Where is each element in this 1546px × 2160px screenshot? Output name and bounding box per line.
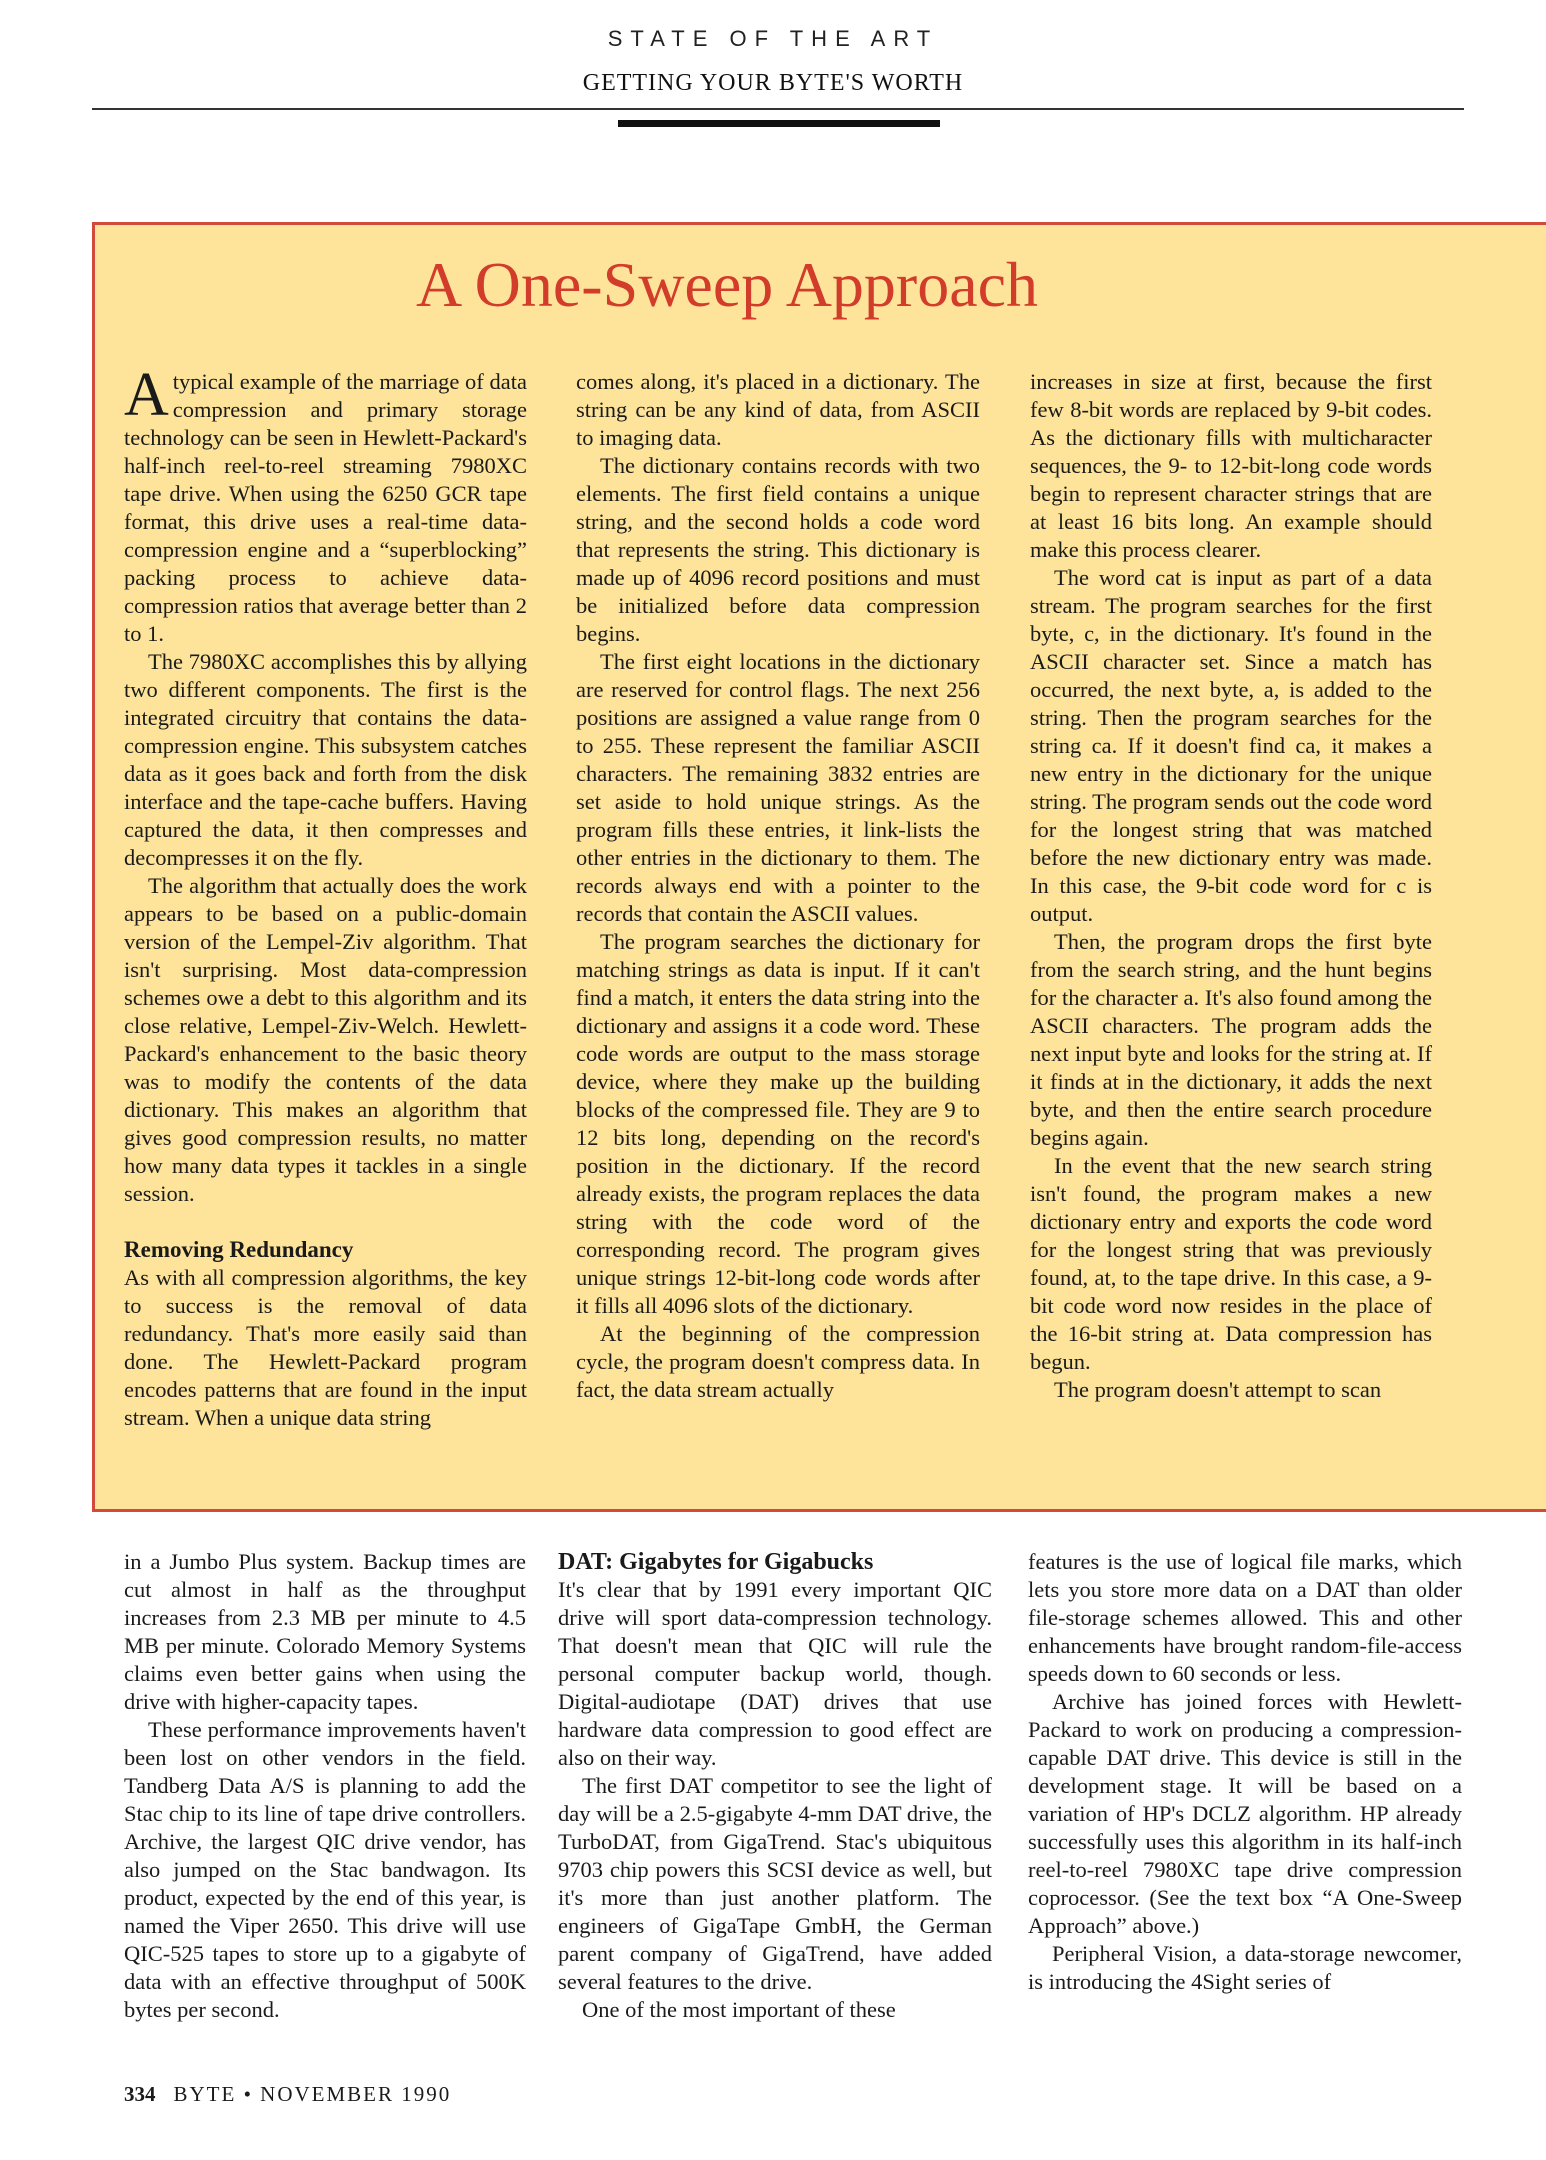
subheading-dat-gigabytes: DAT: Gigabytes for Gigabucks [558, 1549, 874, 1575]
sidebar-column-1 [124, 368, 527, 1488]
paragraph: comes along, it's placed in a dictionary. The string can be any kind of data, from ASCII to imaging data. [576, 369, 980, 450]
paragraph: Then, the program drops the first byte from the search string, and the hunt begins for the character a. It's also found among the ASCII characters. The program adds the next input byte and looks for the string at. If it finds at in the dictionary, it adds the next byte, and then the entire search procedure begins again. [1030, 929, 1432, 1150]
paragraph: The program searches the dictionary for matching strings as data is input. If it can't find a match, it enters the data string into the dictionary and assigns it a code word. These code words are output to the mass storage device, where they make up the building blocks of the compressed file. They are 9 to 12 bits long, depending on the record's position in the dictionary. If the record already exists, the program replaces the data string with the code word of the corresponding record. The program gives unique strings 12-bit-long code words after it fills all 4096 slots of the dictionary. [576, 929, 980, 1318]
paragraph: The first eight locations in the dictionary are reserved for control flags. The next 256 positions are assigned a value range from 0 to 255. These represent the familiar ASCII characters. The remaining 3832 entries are set aside to hold unique strings. As the program fills these entries, it link-lists the other entries in the dictionary to them. The records always end with a pointer to the records that contain the ASCII values. [576, 649, 980, 926]
paragraph: In the event that the new search string isn't found, the program makes a new dictionary entry and exports the code word for the longest string that was previously found, at, to the tape drive. In this case, a 9-bit code word now resides in the place of the 16-bit string at. Data compression has begun. [1030, 1153, 1432, 1374]
page-footer [124, 2082, 451, 2107]
paragraph: One of the most important of these [582, 1997, 896, 2022]
paragraph: The program doesn't attempt to scan [1054, 1377, 1382, 1402]
paragraph: At the beginning of the compression cycle, the program doesn't compress data. In fact, the data stream actually [576, 1321, 980, 1402]
paragraph: The dictionary contains records with two elements. The first field contains a unique string, and the second holds a code word that represents the string. This dictionary is made up of 4096 record positions and must be initialized before data compression begins. [576, 453, 980, 646]
paragraph: The word cat is input as part of a data stream. The program searches for the first byte, c, in the dictionary. It's found in the ASCII character set. Since a match has occurred, the next byte, a, is added to the string. Then the program searches for the string ca. If it doesn't find ca, it makes a new entry in the dictionary for the unique string. The program sends out the code word for the longest string that was matched before the new dictionary entry was made. In this case, the 9-bit code word for c is output. [1030, 565, 1432, 926]
paragraph: in a Jumbo Plus system. Backup times are cut almost in half as the throughput increases from 2.3 MB per minute to 4.5 MB per minute. Colorado Memory Systems claims even better gains when using the drive with higher-capacity tapes. [124, 1549, 526, 1714]
paragraph: Peripheral Vision, a data-storage newcomer, is introducing the 4Sight series of [1028, 1941, 1462, 1994]
magazine-issue: BYTE • NOVEMBER 1990 [173, 2082, 452, 2106]
page-number: 334 [124, 2082, 156, 2106]
paragraph: The first DAT competitor to see the light of day will be a 2.5-gigabyte 4-mm DAT drive, the TurboDAT, from GigaTrend. Stac's ubiquitous 9703 chip powers this SCSI device as well, but it's more than just another platform. The engineers of GigaTape GmbH, the German parent company of GigaTrend, have added several features to the drive. [558, 1773, 992, 1994]
main-column-1 [124, 1548, 526, 2060]
main-column-2 [558, 1548, 992, 2060]
paragraph: The 7980XC accomplishes this by allying two different components. The first is the integrated circuitry that contains the data-compression engine. This subsystem catches data as it goes back and forth from the disk interface and the tape-cache buffers. Having captured the data, it then compresses and decompresses it on the fly. [124, 649, 527, 870]
paragraph: increases in size at first, because the first few 8-bit words are replaced by 9-bit codes. As the dictionary fills with multicharacter sequences, the 9- to 12-bit-long code words begin to represent character strings that are at least 16 bits long. An example should make this process clearer. [1030, 369, 1432, 562]
kicker-state-of-the-art: STATE OF THE ART [607, 26, 939, 51]
paragraph: As with all compression algorithms, the key to success is the removal of data redundancy. That's more easily said than done. The Hewlett-Packard program encodes patterns that are found in the input stream. When a unique data string [124, 1265, 527, 1430]
paragraph: These performance improvements haven't been lost on other vendors in the field. Tandberg Data A/S is planning to add the Stac chip to its line of tape drive controllers. Archive, the largest QIC drive vendor, has also jumped on the Stac bandwagon. Its product, expected by the end of this year, is named the Viper 2650. This drive will use QIC-525 tapes to store up to a gigabyte of data with an effective throughput of 500K bytes per second. [124, 1717, 526, 2022]
sidebar-column-3 [1030, 368, 1432, 1488]
main-column-3 [1028, 1548, 1462, 2060]
header-rule [92, 108, 1464, 110]
subheading-removing-redundancy: Removing Redundancy [124, 1237, 354, 1262]
paragraph: It's clear that by 1991 every important QIC drive will sport data-compression technology. That doesn't mean that QIC will rule the personal computer backup world, though. Digital-audiotape (DAT) drives that use hardware data compression to good effect are also on their way. [558, 1577, 992, 1770]
sidebar-column-2 [576, 368, 980, 1488]
paragraph: features is the use of logical file marks, which lets you store more data on a DAT than older file-storage schemes allowed. This and other enhancements have brought random-file-access speeds down to 60 seconds or less. [1028, 1549, 1462, 1686]
header-bar [618, 120, 940, 127]
paragraph: The algorithm that actually does the work appears to be based on a public-domain version of the Lempel-Ziv algorithm. That isn't surprising. Most data-compression schemes owe a debt to this algorithm and its close relative, Lempel-Ziv-Welch. Hewlett-Packard's enhancement to the basic theory was to modify the contents of the data dictionary. This makes an algorithm that gives good compression results, no matter how many data types it tackles in a single session. [124, 873, 527, 1206]
paragraph: Atypical example of the marriage of data compression and primary storage technology can be seen in Hewlett-Packard's half-inch reel-to-reel streaming 7980XC tape drive. When using the 6250 GCR tape format, this drive uses a real-time data-compression engine and a “superblocking” packing process to achieve data-compression ratios that average better than 2 to 1. [124, 368, 527, 646]
section-title: GETTING YOUR BYTE'S WORTH [582, 70, 964, 96]
paragraph: Archive has joined forces with Hewlett-Packard to work on producing a compression-capable DAT drive. This device is still in the development stage. It will be based on a variation of HP's DCLZ algorithm. HP already successfully uses this algorithm in its half-inch reel-to-reel 7980XC tape drive compression coprocessor. (See the text box “A One-Sweep Approach” above.) [1028, 1689, 1462, 1938]
drop-cap: A [124, 368, 169, 429]
sidebar-title: A One-Sweep Approach [415, 249, 1039, 320]
